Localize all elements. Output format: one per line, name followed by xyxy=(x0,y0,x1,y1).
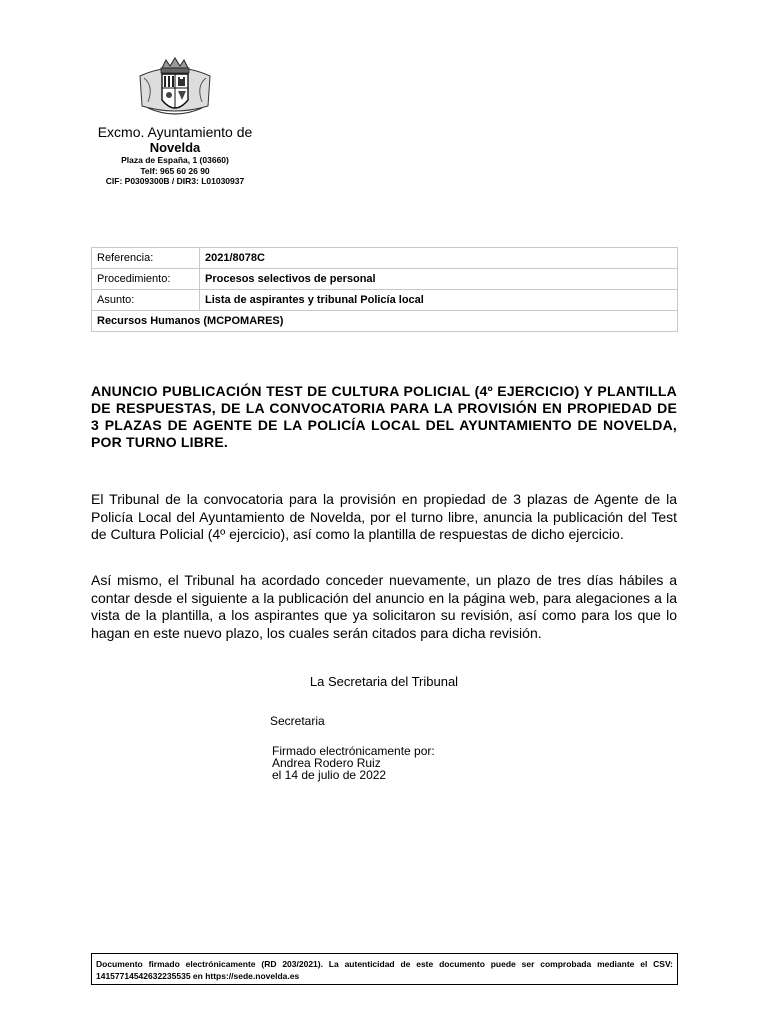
document-title: ANUNCIO PUBLICACIÓN TEST DE CULTURA POLICIAL (4º EJERCICIO) Y PLANTILLA DE RESPUESTAS, DE LA CONVOCATORIA PARA LA PROVISIÓN EN PROPIEDAD DE 3 PLAZAS DE AGENTE DE LA POLICÍA LOCAL DEL AYUNTAMIENTO DE NOVELDA, POR TURNO LIBRE. xyxy=(91,383,677,450)
signature-position: Secretaria xyxy=(270,714,325,728)
csv-footer: Documento firmado electrónicamente (RD 203/2021). La autenticidad de este documento puede ser comprobada mediante el CSV: 14157714542632235535 en https://sede.novelda.es xyxy=(91,953,678,985)
table-row xyxy=(92,248,678,269)
org-address: Plaza de España, 1 (03660) xyxy=(121,155,229,165)
subject-value: Lista de aspirantes y tribunal Policía local xyxy=(200,290,678,311)
coat-of-arms-icon xyxy=(134,56,216,124)
reference-table xyxy=(91,247,678,332)
org-name-line1: Excmo. Ayuntamiento de xyxy=(97,124,253,140)
org-name-line2: Novelda xyxy=(149,140,201,155)
signed-by-label: Firmado electrónicamente por: xyxy=(272,744,435,758)
reference-label: Referencia: xyxy=(92,248,200,269)
org-cif: CIF: P0309300B / DIR3: L01030937 xyxy=(105,176,245,186)
body-paragraph-2: Así mismo, el Tribunal ha acordado conceder nuevamente, un plazo de tres días hábiles a contar desde el siguiente a la publicación del anuncio en la página web, para alegaciones a la vista de la plantilla, a los aspirantes que ya solicitaron su revisión, así como para los que lo hagan en este nuevo plazo, los cuales serán citados para dicha revisión. xyxy=(91,572,677,641)
signature-date: el 14 de julio de 2022 xyxy=(272,768,387,782)
subject-label: Asunto: xyxy=(92,290,200,311)
organization-header xyxy=(80,124,270,187)
electronic-signature xyxy=(272,745,435,781)
procedure-label: Procedimiento: xyxy=(92,269,200,290)
signer-name: Andrea Rodero Ruiz xyxy=(272,756,381,770)
reference-value: 2021/8078C xyxy=(200,248,678,269)
table-row xyxy=(92,311,678,332)
procedure-value: Procesos selectivos de personal xyxy=(200,269,678,290)
table-row xyxy=(92,269,678,290)
department-value: Recursos Humanos (MCPOMARES) xyxy=(92,311,678,332)
table-row xyxy=(92,290,678,311)
signature-role: La Secretaria del Tribunal xyxy=(309,674,459,689)
body-paragraph-1: El Tribunal de la convocatoria para la provisión en propiedad de 3 plazas de Agente de la Policía Local del Ayuntamiento de Novelda, por el turno libre, anuncia la publicación del Test de Cultura Policial (4º ejercicio), así como la plantilla de respuestas de dicho ejercicio. xyxy=(91,491,677,542)
org-phone: Telf: 965 60 26 90 xyxy=(140,165,210,176)
